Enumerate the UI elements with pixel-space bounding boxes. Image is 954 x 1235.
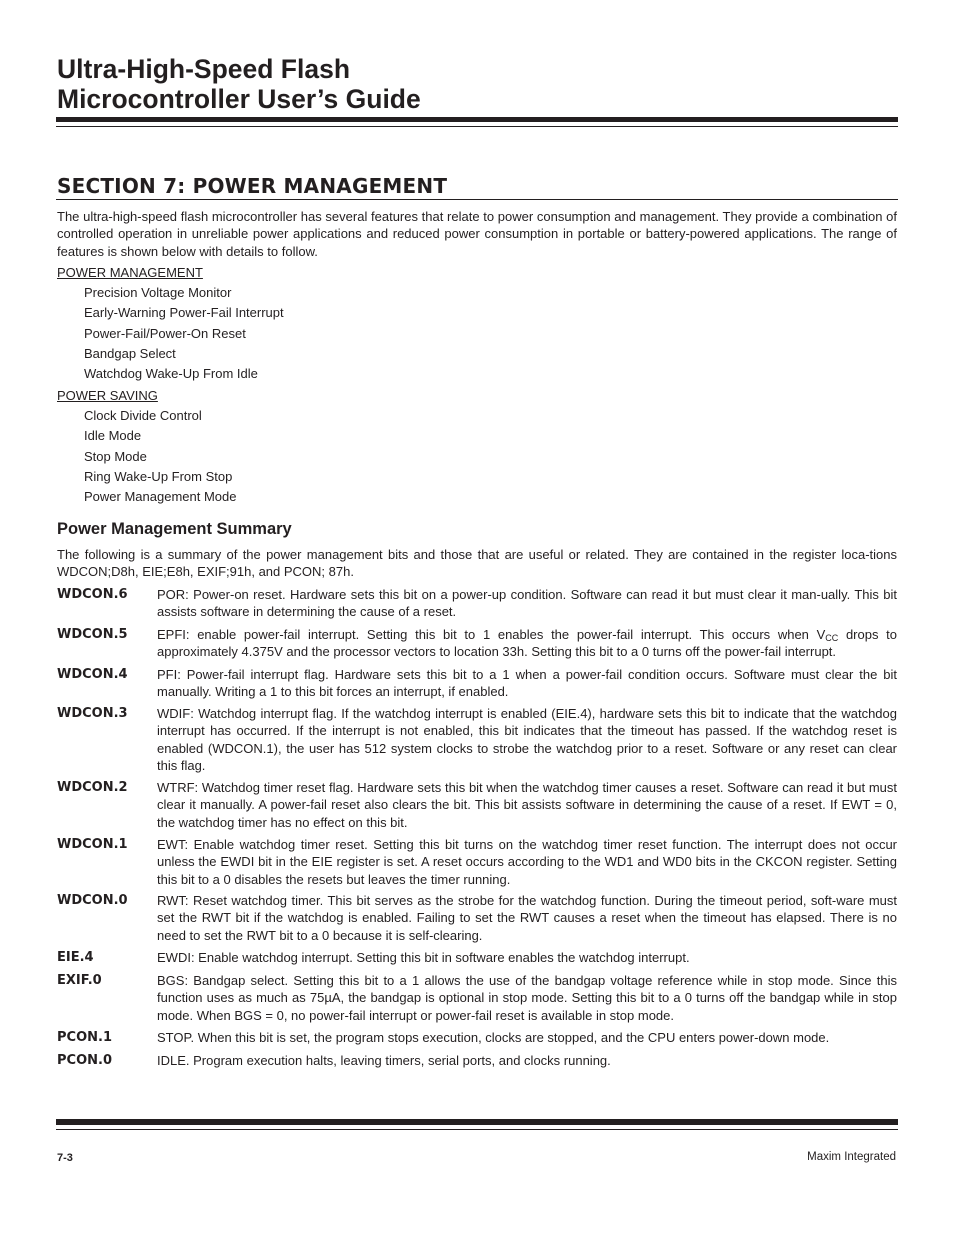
list-item: Watchdog Wake-Up From Idle — [84, 366, 258, 381]
register-name: WDCON.6 — [57, 587, 128, 602]
header-rule-thick — [56, 117, 898, 122]
register-description: IDLE. Program execution halts, leaving timers, serial ports, and clocks running. — [157, 1053, 611, 1068]
list-item: Clock Divide Control — [84, 408, 202, 423]
register-description — [157, 626, 897, 661]
page-number: 7-3 — [57, 1152, 73, 1164]
footer-rule-thick — [56, 1119, 898, 1125]
register-description: POR: Power-on reset. Hardware sets this bit on a power-up condition. Software can read it but must clear it man-ually. This bit assists software in determining the cause of a reset. — [157, 587, 897, 620]
list-heading-power-saving: POWER SAVING — [57, 388, 158, 403]
register-description-part: drops to approximately 4.375V and the processor vectors to location 33h. Setting this bit to a 0 turns off the power-fail interrupt. — [157, 627, 897, 660]
register-name: WDCON.2 — [57, 780, 128, 795]
document-title — [57, 54, 421, 114]
register-description: BGS: Bandgap select. Setting this bit to a 1 allows the use of the bandgap voltage reference while in stop mode. Since this function uses as much as 75µA, the bandgap is optional in stop mode. Setting this bit to a 0 turns off the bandgap while in stop mode. When BGS = 0, no power-fail interrupt or power-fail reset is available in stop mode. — [157, 973, 897, 1023]
register-description: RWT: Reset watchdog timer. This bit serves as the strobe for the watchdog function. During the timeout period, soft-ware must set the RWT bit if the watchdog is enabled. Failing to set the RWT causes a reset when the timeout has elapsed. There is no need to set the RWT bit to a 0 because it is self-clearing. — [157, 893, 897, 943]
register-description: STOP. When this bit is set, the program stops execution, clocks are stopped, and the CPU enters power-down mode. — [157, 1030, 830, 1045]
document-title-line-2: Microcontroller User’s Guide — [57, 84, 421, 114]
register-name: WDCON.3 — [57, 706, 128, 721]
list-item: Ring Wake-Up From Stop — [84, 469, 233, 484]
register-name: EIE.4 — [57, 950, 94, 965]
list-item: Power Management Mode — [84, 489, 237, 504]
register-description: WTRF: Watchdog timer reset flag. Hardware sets this bit when the watchdog timer causes a reset. Software can read it but must clear it manually. A power-fail reset also clears the bit. This bit assists software in determining the cause of a reset. If EWT = 0, the watchdog timer has no effect on this bit. — [157, 780, 897, 830]
list-item: Stop Mode — [84, 449, 147, 464]
list-item: Idle Mode — [84, 428, 142, 443]
header-rule-thin — [56, 126, 898, 127]
summary-intro: The following is a summary of the power management bits and those that are useful or related. They are contained in the register loca-tions WDCON;D8h, EIE;E8h, EXIF;91h, and PCON; 87h. — [57, 547, 897, 580]
publisher-name: Maxim Integrated — [807, 1151, 896, 1163]
vcc-subscript: CC — [825, 633, 839, 643]
register-name: EXIF.0 — [57, 973, 102, 988]
list-heading-power-management: POWER MANAGEMENT — [57, 265, 203, 280]
section-heading-rule — [56, 199, 898, 200]
section-intro: The ultra-high-speed flash microcontroller has several features that relate to power consumption and management. They provide a combination of controlled operation in unreliable power applications and reduced power consumption in portable or battery-powered applications. The range of features is shown below with details to follow. — [57, 209, 897, 259]
register-name: WDCON.0 — [57, 893, 128, 908]
register-name: WDCON.1 — [57, 837, 128, 852]
register-name: WDCON.5 — [57, 627, 128, 642]
register-description: EWT: Enable watchdog timer reset. Setting this bit turns on the watchdog timer reset function. The interrupt does not occur unless the EWDI bit in the EIE register is set. A reset occurs according to the WD1 and WD0 bits in the CKCON register. Setting this bit to a 0 disables the resets but leaves the timer running. — [157, 837, 897, 887]
register-name: PCON.1 — [57, 1030, 112, 1045]
register-description-part: EPFI: enable power-fail interrupt. Setting this bit to 1 enables the power-fail interrupt. This occurs when V — [157, 627, 826, 642]
footer-rule-thin — [56, 1129, 898, 1130]
list-item: Early-Warning Power-Fail Interrupt — [84, 305, 284, 320]
register-name: WDCON.4 — [57, 667, 128, 682]
register-description: WDIF: Watchdog interrupt flag. If the watchdog interrupt is enabled (EIE.4), hardware sets this bit to indicate that the watchdog interrupt has occurred. If the interrupt is not enabled, this bit indicates that the timeout has passed. If the watchdog reset is enabled (WDCON.1), the user has 512 system clocks to strobe the watchdog prior to a reset. Software or any reset can clear this flag. — [157, 706, 897, 774]
register-description: PFI: Power-fail interrupt flag. Hardware sets this bit to a 1 when a power-fail condition occurs. Software must clear the bit manually. Writing a 1 to this bit forces an interrupt, if enabled. — [157, 667, 897, 700]
list-item: Bandgap Select — [84, 346, 176, 361]
list-item: Precision Voltage Monitor — [84, 285, 232, 300]
register-name: PCON.0 — [57, 1053, 112, 1068]
document-title-line-1: Ultra-High-Speed Flash — [57, 54, 351, 84]
summary-heading: Power Management Summary — [57, 520, 292, 538]
section-heading: SECTION 7: POWER MANAGEMENT — [57, 174, 448, 198]
register-description: EWDI: Enable watchdog interrupt. Setting this bit in software enables the watchdog interrupt. — [157, 950, 690, 965]
list-item: Power-Fail/Power-On Reset — [84, 326, 246, 341]
